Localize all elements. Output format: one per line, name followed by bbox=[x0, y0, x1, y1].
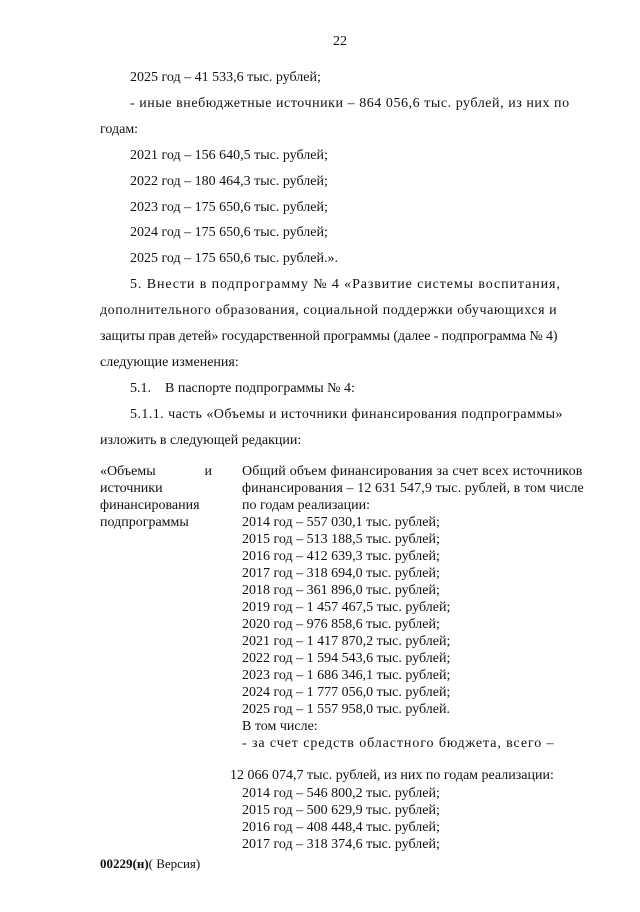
table-right-content bbox=[242, 463, 597, 752]
table-regional-year-row: 2014 год – 546 800,2 тыс. рублей; bbox=[242, 786, 440, 801]
item5-line3: защиты прав детей» государственной программы (далее - подпрограмма № 4) bbox=[100, 329, 558, 344]
intro-line-7: 2025 год – 175 650,6 тыс. рублей.». bbox=[130, 251, 338, 266]
item5-1: 5.1. В паспорте подпрограммы № 4: bbox=[130, 381, 355, 396]
table-year-row: 2014 год – 557 030,1 тыс. рублей; bbox=[242, 515, 440, 530]
table-left-word-and: и bbox=[204, 464, 212, 479]
table-year-row: 2021 год – 1 417 870,2 тыс. рублей; bbox=[242, 634, 451, 649]
intro-line-5: 2023 год – 175 650,6 тыс. рублей; bbox=[130, 200, 328, 215]
table-left-word-volumes: «Объемы bbox=[100, 464, 156, 479]
table-regional-line2: 12 066 074,7 тыс. рублей, из них по годам реализации: bbox=[230, 768, 554, 783]
table-regional-year-row: 2016 год – 408 448,4 тыс. рублей; bbox=[242, 820, 440, 835]
table-year-row: 2015 год – 513 188,5 тыс. рублей; bbox=[242, 532, 440, 547]
footer-version: ( Версия) bbox=[148, 856, 201, 871]
table-left-row1 bbox=[100, 463, 212, 480]
footer bbox=[100, 856, 200, 872]
table-year-row: 2016 год – 412 639,3 тыс. рублей; bbox=[242, 549, 440, 564]
item5-1-1-line1: 5.1.1. часть «Объемы и источники финансирования подпрограммы» bbox=[130, 407, 563, 422]
table-year-row: 2023 год – 1 686 346,1 тыс. рублей; bbox=[242, 668, 451, 683]
table-year-row: 2020 год – 976 858,6 тыс. рублей; bbox=[242, 617, 440, 632]
table-year-row: 2019 год – 1 457 467,5 тыс. рублей; bbox=[242, 600, 451, 615]
intro-line-1 bbox=[130, 96, 595, 112]
page-number: 22 bbox=[333, 34, 347, 49]
table-left-row3: финансирования bbox=[100, 498, 200, 513]
table-right-head3: по годам реализации: bbox=[242, 498, 370, 513]
item5-1-1-line2: изложить в следующей редакции: bbox=[100, 433, 302, 448]
intro-line-1-text: - иные внебюджетные источники – 864 056,6 тыс. рублей, из них по bbox=[130, 96, 570, 111]
table-year-row: 2025 год – 1 557 958,0 тыс. рублей. bbox=[242, 702, 450, 717]
intro-line-6: 2024 год – 175 650,6 тыс. рублей; bbox=[130, 225, 328, 240]
intro-line-0: 2025 год – 41 533,6 тыс. рублей; bbox=[130, 70, 321, 85]
table-regional-year-row: 2015 год – 500 629,9 тыс. рублей; bbox=[242, 803, 440, 818]
table-left-row2: источники bbox=[100, 481, 163, 496]
intro-line-2: годам: bbox=[100, 122, 139, 137]
table-right-head2: финансирования – 12 631 547,9 тыс. рублей, в том числе bbox=[242, 481, 584, 496]
table-right-head1: Общий объем финансирования за счет всех источников bbox=[242, 464, 583, 479]
table-regional-years bbox=[242, 785, 440, 853]
intro-line-4: 2022 год – 180 464,3 тыс. рублей; bbox=[130, 174, 328, 189]
item5-line1: 5. Внести в подпрограмму № 4 «Развитие системы воспитания, bbox=[130, 277, 561, 292]
table-year-row: 2022 год – 1 594 543,6 тыс. рублей; bbox=[242, 651, 451, 666]
table-left-label bbox=[100, 463, 212, 531]
footer-code: 00229(н) bbox=[100, 856, 149, 871]
table-year-row: 2018 год – 361 896,0 тыс. рублей; bbox=[242, 583, 440, 598]
table-regional-year-row: 2017 год – 318 374,6 тыс. рублей; bbox=[242, 837, 440, 852]
table-year-row: 2024 год – 1 777 056,0 тыс. рублей; bbox=[242, 685, 451, 700]
intro-line-3: 2021 год – 156 640,5 тыс. рублей; bbox=[130, 148, 328, 163]
table-year-row: 2017 год – 318 694,0 тыс. рублей; bbox=[242, 566, 440, 581]
table-left-row4: подпрограммы bbox=[100, 515, 189, 530]
table-regional-line1: - за счет средств областного бюджета, всего – bbox=[242, 736, 555, 751]
item5-line4: следующие изменения: bbox=[100, 355, 239, 370]
item5-line2: дополнительного образования, социальной поддержки обучающихся и bbox=[100, 303, 558, 318]
table-in-that-number: В том числе: bbox=[242, 719, 318, 734]
